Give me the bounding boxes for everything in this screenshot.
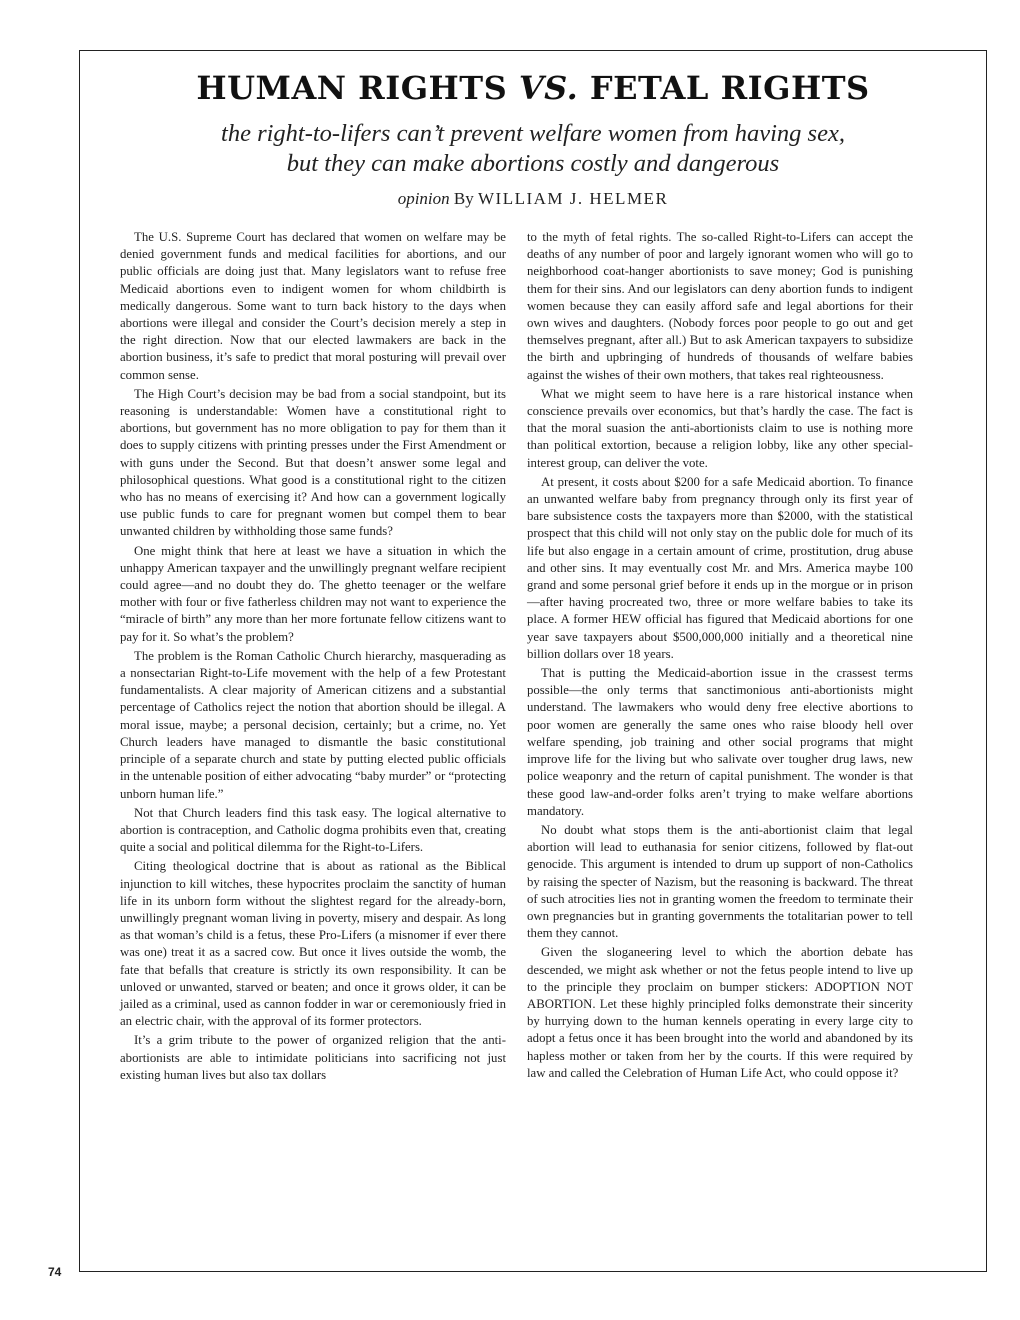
- right-paragraph: That is putting the Medicaid-abortion issue in the crassest terms possible—the only terms that sanctimonious anti-abortionists might understand. The lawmakers who would deny free elective abortions to poor women are generally the same ones who raise bloody hell over welfare spending, job training and other social programs that might improve life for the living but who salivate over tougher drug laws, new police weaponry and the return of capital punishment. The wonder is that these good law-and-order folks aren’t trying to make welfare abortions mandatory.: [527, 666, 913, 818]
- page-number: 74: [48, 1265, 62, 1279]
- left-paragraph: It’s a grim tribute to the power of organized religion that the anti-abortionists are able to intimidate politicians into sacrificing not just existing human lives but also tax dollars: [120, 1033, 506, 1082]
- left-paragraph: Not that Church leaders find this task easy. The logical alternative to abortion is contraception, and Catholic dogma prohibits even that, creating quite a social and political dilemma for the Right-to-Lifers.: [120, 805, 506, 855]
- right-paragraph: to the myth of fetal rights. The so-called Right-to-Lifers can accept the deaths of any number of poor and largely ignorant women who will go to neighborhood coat-hanger abortionists to save money; God is punishing them for their sins. And our legislators can deny abortion funds to indigent women because they can easily afford safe and legal abortions for their own wives and daughters. (Nobody forces poor people to go out and get themselves pregnant, after all.) But to ask American taxpayers to subsidize the birth and upbringing of hundreds of thousands of welfare babies against the wishes of their own mothers, that takes real righteousness.: [527, 230, 913, 382]
- left-paragraph: The problem is the Roman Catholic Church hierarchy, masquerading as a nonsectarian Right-to-Life movement with the help of a few Protestant fundamentalists. A clear majority of American citizens and a substantial percentage of Catholics reject the notion that abortion should be illegal. A moral issue, maybe; a personal decision, certainly; but a crime, no. Yet Church leaders have managed to dismantle the basic constitutional principle of a separate church and state by putting elected public officials in the untenable position of either advocating “baby murder” or “protecting unborn human life.”: [120, 648, 506, 801]
- byline-by: By: [449, 189, 478, 208]
- article-frame: [79, 50, 987, 1272]
- headline-vs: VS.: [518, 69, 579, 107]
- byline-label: opinion: [397, 189, 450, 208]
- left-column: [120, 229, 506, 1086]
- left-paragraph: The U.S. Supreme Court has declared that women on welfare may be denied government funds and medical facilities for abortions, and our public officials are doing just that. Many legislators want to refuse free Medicaid abortions even to indigent women for whom childbirth is medically dangerous. Some want to turn back history to the days when abortions were illegal and consider the Court’s decision merely a step in the right direction. Now that our elected lawmakers are back in the abortion business, it’s safe to predict that moral posturing will prevail over common sense.: [120, 230, 506, 382]
- subtitle-line-2: but they can make abortions costly and dangerous: [286, 150, 780, 177]
- right-paragraph: What we might seem to have here is a rare historical instance when conscience prevails over economics, but that’s hardly the case. The fact is that the moral suasion the anti-abortionists claim to use is nothing more than political extortion, because a religion lobby, like any other special-interest group, can deliver the vote.: [527, 386, 913, 470]
- article-subtitle: [80, 119, 986, 179]
- subtitle-line-1: the right-to-lifers can’t prevent welfare women from having sex,: [221, 120, 845, 147]
- left-paragraph: One might think that here at least we have a situation in which the unhappy American taxpayer and the unwillingly pregnant welfare recipient could agree—and no doubt they do. The ghetto teenager or the welfare mother with four or five fatherless children may not want to experience the “miracle of birth” any more than her more fortunate fellow citizens want to pay for it. So what’s the problem?: [120, 543, 506, 644]
- byline: [80, 189, 986, 209]
- headline-part-a: HUMAN RIGHTS: [196, 69, 519, 107]
- article-headline: [80, 69, 986, 107]
- right-column: [527, 229, 913, 1084]
- left-paragraph: Citing theological doctrine that is about as rational as the Biblical injunction to kill witches, these hypocrites proclaim the sanctity of human life in its unborn form without the slightest regard for the already-born, unwillingly pregnant woman living in poverty, misery and despair. As long as that woman’s child is a fetus, these Pro-Lifers (a misnomer if ever there was one) treat it as a sacred cow. But once it lives outside the womb, the fate that befalls that creature is strictly its own responsibility. It can be unloved or unwanted, starved or beaten; and once it grows older, it can be jailed as a criminal, used as cannon fodder in war or ceremoniously fried in an electric chair, with the approval of its former protectors.: [120, 859, 506, 1029]
- right-paragraph: No doubt what stops them is the anti-abortionist claim that legal abortion will lead to euthanasia for senior citizens, followed by flat-out genocide. This argument is intended to drum up support of non-Catholics by raising the specter of Nazism, but the reasoning is backward. The threat of such atrocities lies not in granting women the freedom to terminate their own pregnancies but in granting governments the totalitarian power to tell them they cannot.: [527, 822, 913, 941]
- left-paragraph: The High Court’s decision may be bad from a social standpoint, but its reasoning is understandable: Women have a constitutional right to abortions, but government has no more obligation to pay for them than it does to supply citizens with printing presses under the First Amendment or with guns under the Second. But that doesn’t answer some legal and philosophical questions. What good is a constitutional right to the citizen who has no means of exercising it? And how can a government logically use public funds to care for pregnant women but compel them to bear unwanted children by withholding those same funds?: [120, 386, 506, 539]
- right-paragraph: At present, it costs about $200 for a safe Medicaid abortion. To finance an unwanted welfare baby from pregnancy through only its first year of bare subsistence costs the taxpayers more than $2000, with the statistical prospect that this child will not only stay on the public dole for much of its life but also engage in a certain amount of crime, prostitution, drug abuse and other sins. It may eventually cost Mr. and Mrs. America maybe 100 grand and some personal grief before it ends up in the morgue or in prison—after having procreated two, three or more welfare babies to take its place. A former HEW official has figured that Medicaid abortions for one year save taxpayers about $500,000,000 initially and a theoretical nine billion dollars over 18 years.: [527, 474, 913, 661]
- right-paragraph: Given the sloganeering level to which the abortion debate has descended, we might ask whether or not the fetus people intend to live up to the principle they proclaim on bumper stickers: ADOPTION NOT ABORTION. Let these highly principled folks demonstrate their sincerity by hurrying down to the human kennels operating in every large city to adopt a fetus once it has been brought into the world and abandoned by its hapless mother or taken from her by the courts. If this were required by law and called the Celebration of Human Life Act, who could oppose it?: [527, 945, 913, 1080]
- byline-author: WILLIAM J. HELMER: [478, 189, 669, 208]
- headline-part-b: FETAL RIGHTS: [578, 69, 870, 107]
